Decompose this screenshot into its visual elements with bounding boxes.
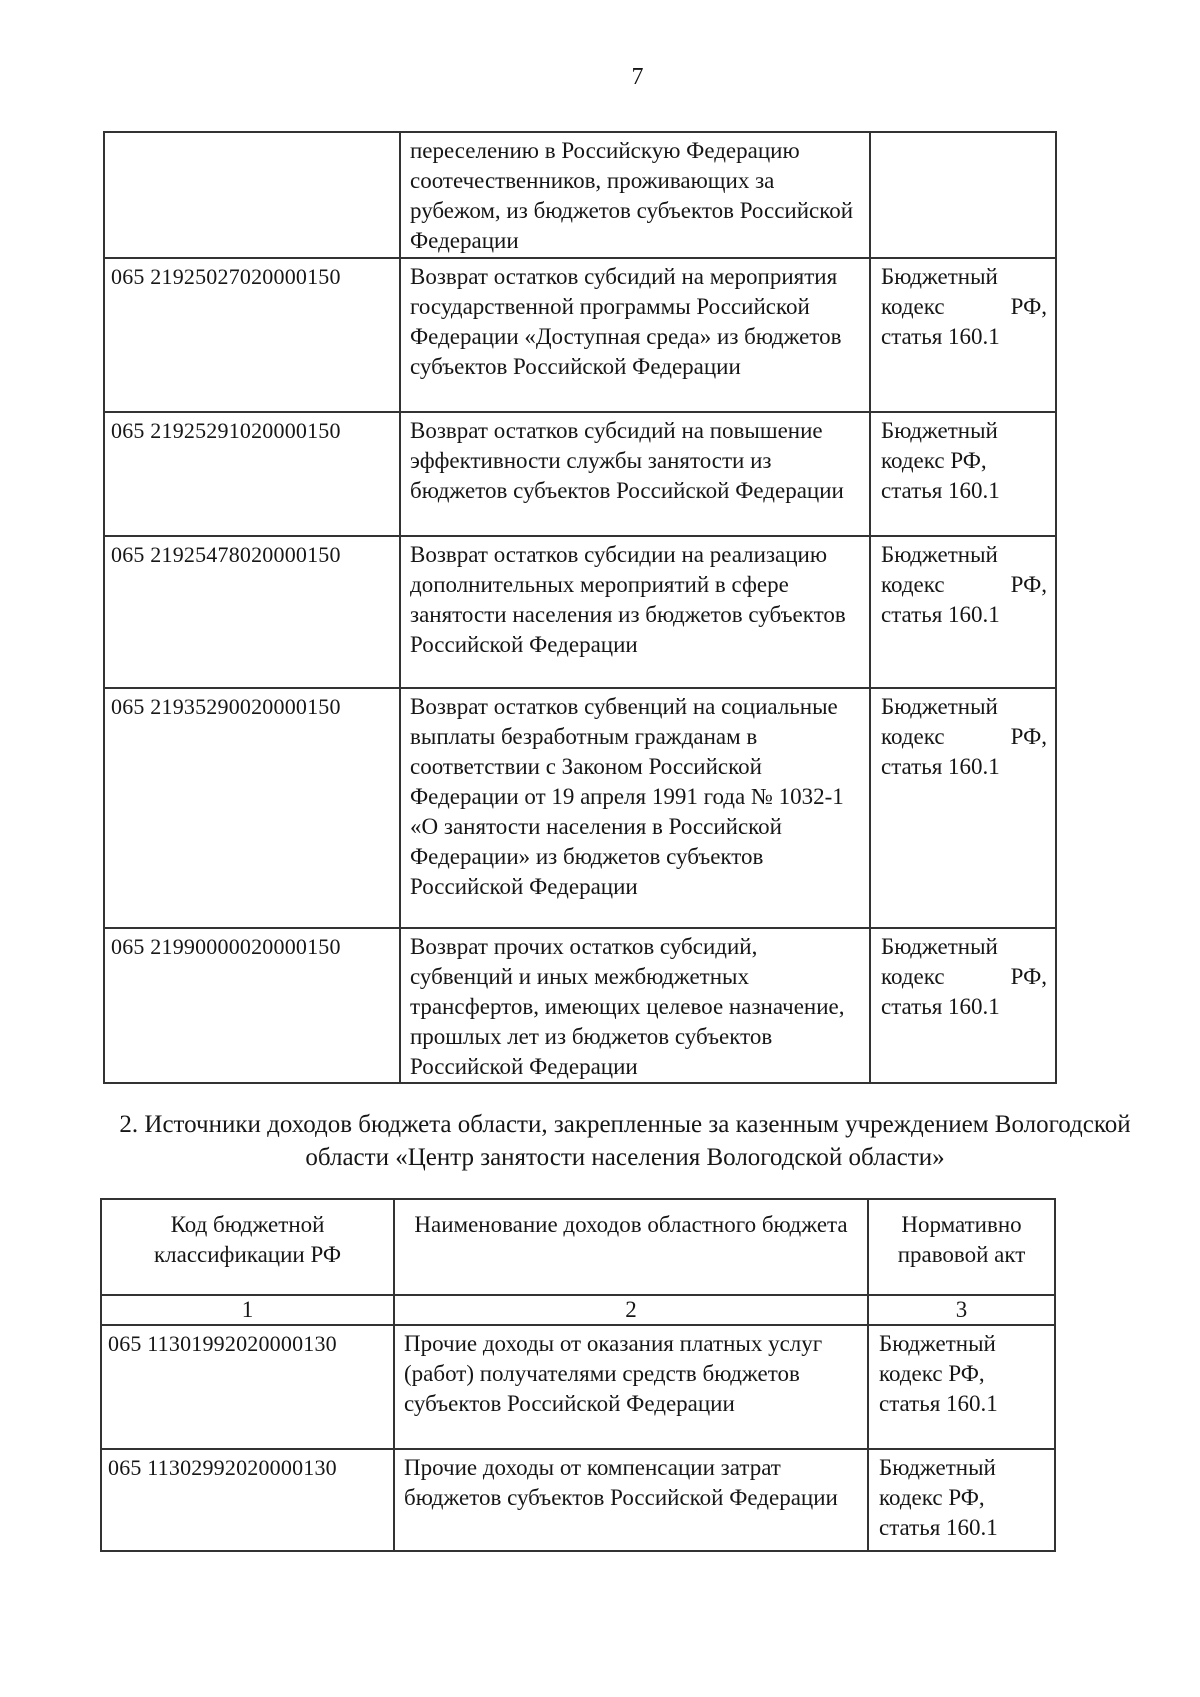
legal-act-line: кодекс РФ,: [881, 294, 1047, 319]
legal-act-line: Бюджетный: [879, 1455, 996, 1480]
budget-code-cell: [104, 132, 400, 258]
legal-act-line: статья 160.1: [879, 1391, 998, 1416]
legal-act-cell: [870, 928, 1056, 1083]
legal-act-cell: [868, 1325, 1055, 1449]
budget-code-cell: 065 21925027020000150: [104, 258, 400, 412]
income-name-cell: Возврат остатков субвенций на социальные выплаты безработным гражданам в соответствии с Законом Российской Федерации от 19 апреля 1991 года № 1032-1 «О занятости населения в Российской Федерации» из бюджетов субъектов Российской Федерации: [400, 688, 870, 928]
table-header-row: [101, 1199, 1055, 1295]
budget-code-cell: 065 21990000020000150: [104, 928, 400, 1083]
table-row: [104, 536, 1056, 688]
legal-act-line: кодекс РФ,: [881, 448, 987, 473]
legal-act-line: Бюджетный: [881, 934, 998, 959]
legal-act-line: статья 160.1: [881, 754, 1000, 779]
budget-code-cell: 065 11302992020000130: [101, 1449, 394, 1551]
section-heading: 2. Источники доходов бюджета области, закрепленные за казенным учреждением Вологодской области «Центр занятости населения Вологодской области»: [119, 1111, 1131, 1171]
legal-act-cell: [870, 132, 1056, 258]
income-name-cell: Прочие доходы от оказания платных услуг (работ) получателями средств бюджетов субъектов Российской Федерации: [394, 1325, 868, 1449]
column-number-row: [101, 1295, 1055, 1325]
legal-act-line: кодекс РФ,: [879, 1361, 985, 1386]
column-number: 1: [101, 1295, 394, 1325]
legal-act-line: кодекс РФ,: [881, 964, 1047, 989]
income-name-cell: Прочие доходы от компенсации затрат бюджетов субъектов Российской Федерации: [394, 1449, 868, 1551]
table-row: [104, 688, 1056, 928]
legal-act-cell: [870, 688, 1056, 928]
legal-act-line: статья 160.1: [881, 994, 1000, 1019]
table-row: [104, 928, 1056, 1083]
legal-act-line: Бюджетный: [881, 694, 998, 719]
income-sources-table-continued: [103, 131, 1057, 1084]
column-number: 2: [394, 1295, 868, 1325]
legal-act-cell: [870, 412, 1056, 536]
table-row: [104, 132, 1056, 258]
legal-act-line: статья 160.1: [881, 478, 1000, 503]
column-number: 3: [868, 1295, 1055, 1325]
legal-act-line: кодекс РФ,: [881, 572, 1047, 597]
column-header-name: Наименование доходов областного бюджета: [394, 1199, 868, 1295]
income-name-cell: Возврат прочих остатков субсидий, субвенций и иных межбюджетных трансфертов, имеющих целевое назначение, прошлых лет из бюджетов субъектов Российской Федерации: [400, 928, 870, 1083]
legal-act-line: статья 160.1: [881, 324, 1000, 349]
legal-act-line: Бюджетный: [881, 542, 998, 567]
legal-act-cell: [870, 536, 1056, 688]
column-header-act: Нормативно правовой акт: [868, 1199, 1055, 1295]
income-name-cell: Возврат остатков субсидии на реализацию дополнительных мероприятий в сфере занятости населения из бюджетов субъектов Российской Федерации: [400, 536, 870, 688]
budget-code-cell: 065 11301992020000130: [101, 1325, 394, 1449]
budget-code-cell: 065 21935290020000150: [104, 688, 400, 928]
column-header-code: Код бюджетной классификации РФ: [101, 1199, 394, 1295]
table-row: [101, 1449, 1055, 1551]
legal-act-line: Бюджетный: [881, 264, 998, 289]
budget-code-cell: 065 21925478020000150: [104, 536, 400, 688]
legal-act-cell: [868, 1449, 1055, 1551]
table-row: [101, 1325, 1055, 1449]
income-name-cell: переселению в Российскую Федерацию соотечественников, проживающих за рубежом, из бюджетов субъектов Российской Федерации: [400, 132, 870, 258]
page-number: 7: [631, 64, 644, 90]
legal-act-line: статья 160.1: [879, 1515, 998, 1540]
legal-act-cell: [870, 258, 1056, 412]
legal-act-line: кодекс РФ,: [879, 1485, 985, 1510]
legal-act-line: Бюджетный: [879, 1331, 996, 1356]
income-sources-table: [100, 1198, 1056, 1552]
legal-act-line: кодекс РФ,: [881, 724, 1047, 749]
legal-act-line: Бюджетный: [881, 418, 998, 443]
table-row: [104, 258, 1056, 412]
income-name-cell: Возврат остатков субсидий на повышение эффективности службы занятости из бюджетов субъектов Российской Федерации: [400, 412, 870, 536]
budget-code-cell: 065 21925291020000150: [104, 412, 400, 536]
income-name-cell: Возврат остатков субсидий на мероприятия государственной программы Российской Федерации «Доступная среда» из бюджетов субъектов Российской Федерации: [400, 258, 870, 412]
table-row: [104, 412, 1056, 536]
legal-act-line: статья 160.1: [881, 602, 1000, 627]
